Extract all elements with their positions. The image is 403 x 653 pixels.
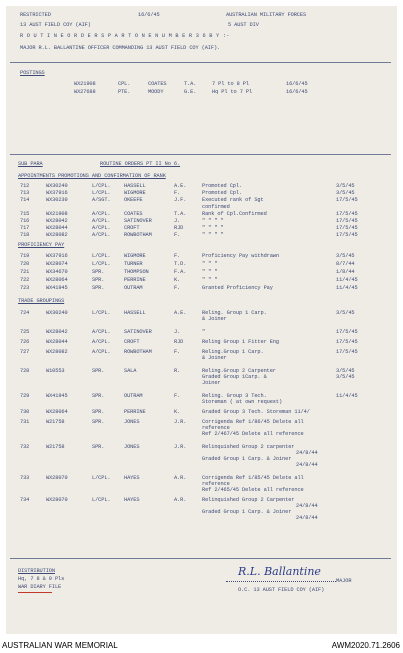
order-detail: reference bbox=[202, 425, 230, 431]
order-number: 731 bbox=[20, 419, 30, 425]
service-number: WX21908 bbox=[74, 81, 96, 87]
divider bbox=[10, 154, 391, 155]
order-detail: " " " bbox=[202, 261, 218, 267]
order-number: 716 bbox=[20, 218, 30, 224]
service-number: WX41945 bbox=[46, 393, 68, 399]
service-number: WX28082 bbox=[46, 232, 68, 238]
order-number: 734 bbox=[20, 497, 30, 503]
effective-date: 3/5/45 bbox=[336, 253, 355, 259]
service-number: WX37916 bbox=[46, 190, 68, 196]
effective-date: 17/5/45 bbox=[336, 211, 358, 217]
surname: CROFT bbox=[124, 225, 140, 231]
surname: MOODY bbox=[148, 89, 164, 95]
red-underline-mark bbox=[18, 592, 52, 593]
surname: HAYES bbox=[124, 475, 140, 481]
initials: A.E. bbox=[174, 183, 187, 189]
order-detail: Graded Group 1Carp. & bbox=[202, 374, 267, 380]
initials: J.R. bbox=[174, 444, 187, 450]
order-number: 721 bbox=[20, 269, 30, 275]
signature-line bbox=[226, 581, 336, 582]
order-detail: " " " " bbox=[202, 232, 224, 238]
posting-detail: Hq Pl to 7 Pl bbox=[212, 89, 253, 95]
effective-date: 17/5/45 bbox=[336, 218, 358, 224]
officer-line: MAJOR R.L. BALLANTINE OFFICER COMMANDING 13 AUST FIELD COY (AIF). bbox=[20, 45, 221, 51]
initials: T.A. bbox=[174, 211, 187, 217]
order-detail: Joiner bbox=[202, 380, 221, 386]
effective-date: 11/4/45 bbox=[336, 393, 358, 399]
order-detail: Reling.Group 1 Carp. bbox=[202, 349, 264, 355]
initials: J. bbox=[174, 329, 181, 335]
effective-date: 17/5/45 bbox=[336, 225, 358, 231]
order-detail: Granted Proficiency Pay bbox=[202, 285, 273, 291]
service-number: WX28070 bbox=[46, 497, 68, 503]
order-detail: " bbox=[202, 329, 206, 335]
divider bbox=[10, 62, 391, 63]
surname: ROWBOTHAM bbox=[124, 232, 152, 238]
section-heading: POSTINGS bbox=[20, 70, 45, 76]
rank: A/CPL. bbox=[92, 211, 111, 217]
rank: L/CPL. bbox=[92, 261, 111, 267]
order-number: 730 bbox=[20, 409, 30, 415]
signatory-title: O.C. 13 AUST FIELD COY (AIF) bbox=[238, 587, 325, 593]
rank: L/CPL. bbox=[92, 497, 111, 503]
effective-date: 17/5/45 bbox=[336, 349, 358, 355]
surname: JONES bbox=[124, 419, 140, 425]
surname: PERRINE bbox=[124, 409, 146, 415]
orders-title: R O U T I N E O R D E R S P A R T O N E N U M B E R 3 6 B Y :- bbox=[20, 33, 230, 39]
surname: WIGMORE bbox=[124, 253, 146, 259]
service-number: WX37916 bbox=[46, 253, 68, 259]
service-number: WX28074 bbox=[46, 261, 68, 267]
rank: SPR. bbox=[92, 368, 105, 374]
surname: ROWBOTHAM bbox=[124, 349, 152, 355]
order-detail: Proficiency Pay withdrawn bbox=[202, 253, 279, 259]
order-number: 733 bbox=[20, 475, 30, 481]
order-number: 712 bbox=[20, 183, 30, 189]
footer bbox=[0, 638, 403, 653]
posting-detail: 7 Pl to 8 Pl bbox=[212, 81, 249, 87]
surname: OUTRAM bbox=[124, 393, 143, 399]
signatory-rank: MAJOR bbox=[336, 578, 352, 584]
service-number: WX28082 bbox=[46, 349, 68, 355]
distribution-line: Hq, 7 8 & 9 Pls bbox=[18, 576, 65, 582]
effective-date: 17/5/45 bbox=[336, 339, 358, 345]
order-detail: 24/8/44 bbox=[296, 515, 318, 521]
service-number: WX21908 bbox=[46, 211, 68, 217]
order-number: 723 bbox=[20, 285, 30, 291]
rank: A/CPL. bbox=[92, 225, 111, 231]
initials: F. bbox=[174, 232, 181, 238]
surname: OUTRAM bbox=[124, 285, 143, 291]
order-detail: 24/8/44 bbox=[296, 503, 318, 509]
order-number: 715 bbox=[20, 211, 30, 217]
service-number: WX28070 bbox=[46, 475, 68, 481]
service-number: WX28064 bbox=[46, 277, 68, 283]
initials: F. bbox=[174, 190, 181, 196]
classification: RESTRICTED bbox=[20, 12, 51, 18]
rank: A/CPL. bbox=[92, 218, 111, 224]
order-detail: " " " " bbox=[202, 225, 224, 231]
section-heading: TRADE GROUPINGS bbox=[18, 298, 65, 304]
initials: T.A. bbox=[184, 81, 197, 87]
surname: PERRINE bbox=[124, 277, 146, 283]
rank: L/CPL. bbox=[92, 253, 111, 259]
signature: R.L. Ballantine bbox=[238, 565, 321, 578]
order-detail: reference bbox=[202, 481, 230, 487]
rank: L/CPL. bbox=[92, 183, 111, 189]
service-number: W21758 bbox=[46, 419, 65, 425]
divider bbox=[10, 558, 391, 559]
order-detail: Storeman ( at own request) bbox=[202, 399, 283, 405]
rank: SPR. bbox=[92, 269, 105, 275]
order-detail: & Joiner bbox=[202, 355, 227, 361]
surname: OKEEFE bbox=[124, 197, 143, 203]
initials: F. bbox=[174, 393, 181, 399]
order-detail: confirmed bbox=[202, 204, 230, 210]
order-detail: 24/8/44 bbox=[296, 462, 318, 468]
rank: L/CPL. bbox=[92, 475, 111, 481]
service-number: WX41945 bbox=[46, 285, 68, 291]
service-number: W10553 bbox=[46, 368, 65, 374]
effective-date: 3/5/45 bbox=[336, 374, 355, 380]
order-detail: Reling Group 1 Fitter Eng bbox=[202, 339, 279, 345]
order-detail: Ref 2/467/45 Delete all reference bbox=[202, 431, 304, 437]
order-detail: Rank of Cpl.Confirmed bbox=[202, 211, 267, 217]
effective-date: 17/5/45 bbox=[336, 232, 358, 238]
sub-para-heading: ROUTINE ORDERS PT II No 6. bbox=[100, 161, 181, 167]
order-detail: " " " bbox=[202, 277, 218, 283]
surname: CROFT bbox=[124, 339, 140, 345]
surname: THOMPSON bbox=[124, 269, 149, 275]
effective-date: 8/7/44 bbox=[336, 261, 355, 267]
initials: F. bbox=[174, 349, 181, 355]
service-number: WX28044 bbox=[46, 225, 68, 231]
order-number: 732 bbox=[20, 444, 30, 450]
document-page bbox=[6, 6, 397, 634]
effective-date: 17/5/45 bbox=[336, 197, 358, 203]
initials: RJD bbox=[174, 339, 184, 345]
effective-date: 3/5/45 bbox=[336, 368, 355, 374]
effective-date: 16/6/45 bbox=[286, 81, 308, 87]
service-number: WX30230 bbox=[46, 197, 68, 203]
initials: A.E. bbox=[174, 310, 187, 316]
effective-date: 3/5/45 bbox=[336, 190, 355, 196]
section-heading: APPOINTMENTS PROMOTIONS AND CONFIRMATION OF RANK bbox=[18, 173, 166, 179]
service-number: W21758 bbox=[46, 444, 65, 450]
section-heading: PROFICIENCY PAY bbox=[18, 242, 65, 248]
initials: K. bbox=[174, 409, 181, 415]
rank: A/CPL. bbox=[92, 329, 111, 335]
order-detail: Corrigenda Ref 1/85/45 Delete all bbox=[202, 475, 304, 481]
service-number: WX28044 bbox=[46, 339, 68, 345]
initials: K. bbox=[174, 277, 181, 283]
surname: COATES bbox=[148, 81, 167, 87]
initials: RJD bbox=[174, 225, 184, 231]
rank: L/CPL. bbox=[92, 310, 111, 316]
sub-para-label: SUB PARA bbox=[18, 161, 43, 167]
order-detail: Reling. Group 1 Carp. bbox=[202, 310, 267, 316]
initials: R. bbox=[174, 368, 181, 374]
source-credit: AUSTRALIAN WAR MEMORIAL bbox=[2, 641, 118, 650]
order-number: 724 bbox=[20, 310, 30, 316]
rank: SPR. bbox=[92, 285, 105, 291]
effective-date: 17/5/45 bbox=[336, 329, 358, 335]
rank: A/SGT. bbox=[92, 197, 111, 203]
initials: F.A. bbox=[174, 269, 187, 275]
rank: A/CPL. bbox=[92, 349, 111, 355]
initials: A.R. bbox=[174, 475, 187, 481]
order-number: 725 bbox=[20, 329, 30, 335]
order-number: 718 bbox=[20, 232, 30, 238]
order-number: 714 bbox=[20, 197, 30, 203]
rank: PTE. bbox=[118, 89, 131, 95]
service-number: WX28064 bbox=[46, 409, 68, 415]
effective-date: 1/8/44 bbox=[336, 269, 355, 275]
service-number: WX28042 bbox=[46, 329, 68, 335]
service-number: WX30240 bbox=[46, 310, 68, 316]
order-detail: Graded Group 3 Tech. Storeman 11/4/ bbox=[202, 409, 310, 415]
order-number: 713 bbox=[20, 190, 30, 196]
order-number: 729 bbox=[20, 393, 30, 399]
order-detail: & Joiner bbox=[202, 316, 227, 322]
rank: A/CPL. bbox=[92, 232, 111, 238]
surname: SALA bbox=[124, 368, 137, 374]
order-number: 726 bbox=[20, 339, 30, 345]
order-number: 719 bbox=[20, 253, 30, 259]
order-detail: Executed rank of Sgt bbox=[202, 197, 264, 203]
unit-name: 13 AUST FIELD COY (AIF) bbox=[20, 22, 91, 28]
order-detail: Relinquished Group 2 carpenter bbox=[202, 444, 295, 450]
order-detail: " " " bbox=[202, 269, 218, 275]
surname: COATES bbox=[124, 211, 143, 217]
distribution-line: WAR DIARY FILE bbox=[18, 584, 62, 590]
service-number: WX28042 bbox=[46, 218, 68, 224]
order-detail: Promoted Cpl. bbox=[202, 190, 243, 196]
initials: J.R. bbox=[174, 419, 187, 425]
rank: SPR. bbox=[92, 409, 105, 415]
order-number: 728 bbox=[20, 368, 30, 374]
rank: L/CPL. bbox=[92, 190, 111, 196]
surname: HASSELL bbox=[124, 183, 146, 189]
effective-date: 3/5/45 bbox=[336, 310, 355, 316]
surname: SATINOVER bbox=[124, 218, 152, 224]
initials: J.F. bbox=[174, 197, 187, 203]
service-number: WX30240 bbox=[46, 183, 68, 189]
effective-date: 11/4/45 bbox=[336, 285, 358, 291]
order-number: 727 bbox=[20, 349, 30, 355]
order-detail: Relinquished Group 2 Carpenter bbox=[202, 497, 295, 503]
order-detail: Graded Group 1 Carp. & Joiner bbox=[202, 509, 292, 515]
accession-number: AWM2020.71.2606 bbox=[331, 641, 400, 650]
rank: SPR. bbox=[92, 393, 105, 399]
service-number: WX27688 bbox=[74, 89, 96, 95]
order-detail: 24/8/44 bbox=[296, 450, 318, 456]
surname: JONES bbox=[124, 444, 140, 450]
order-number: 720 bbox=[20, 261, 30, 267]
rank: SPR. bbox=[92, 444, 105, 450]
surname: HAYES bbox=[124, 497, 140, 503]
initials: F. bbox=[174, 285, 181, 291]
surname: WIGMORE bbox=[124, 190, 146, 196]
service-number: WX34670 bbox=[46, 269, 68, 275]
division-name: 5 AUST DIV bbox=[228, 22, 259, 28]
effective-date: 11/4/45 bbox=[336, 277, 358, 283]
surname: HASSELL bbox=[124, 310, 146, 316]
order-number: 717 bbox=[20, 225, 30, 231]
distribution-heading: DISTRIBUTION bbox=[18, 568, 55, 574]
order-detail: Reling. Group 3 Tech. bbox=[202, 393, 267, 399]
initials: F. bbox=[174, 253, 181, 259]
initials: G.E. bbox=[184, 89, 197, 95]
rank: CPL. bbox=[118, 81, 131, 87]
order-number: 722 bbox=[20, 277, 30, 283]
order-detail: " " " " bbox=[202, 218, 224, 224]
initials: A.R. bbox=[174, 497, 187, 503]
order-detail: Corrigenda Ref 1/86/45 Delete all bbox=[202, 419, 304, 425]
order-detail: Reling.Group 2 Carpenter bbox=[202, 368, 276, 374]
surname: SATINOVER bbox=[124, 329, 152, 335]
header-date: 16/6/45 bbox=[138, 12, 160, 18]
order-detail: Promoted Cpl. bbox=[202, 183, 243, 189]
order-detail: Ref 2/465/45 Delete all reference bbox=[202, 487, 304, 493]
force-name: AUSTRALIAN MILITARY FORCES bbox=[226, 12, 307, 18]
rank: SPR. bbox=[92, 419, 105, 425]
order-detail: Graded Group 1 Carp. & Joiner bbox=[202, 456, 292, 462]
rank: A/CPL. bbox=[92, 339, 111, 345]
initials: T.D. bbox=[174, 261, 187, 267]
initials: J. bbox=[174, 218, 181, 224]
rank: SPR. bbox=[92, 277, 105, 283]
surname: TURNER bbox=[124, 261, 143, 267]
effective-date: 3/5/45 bbox=[336, 183, 355, 189]
effective-date: 16/6/45 bbox=[286, 89, 308, 95]
